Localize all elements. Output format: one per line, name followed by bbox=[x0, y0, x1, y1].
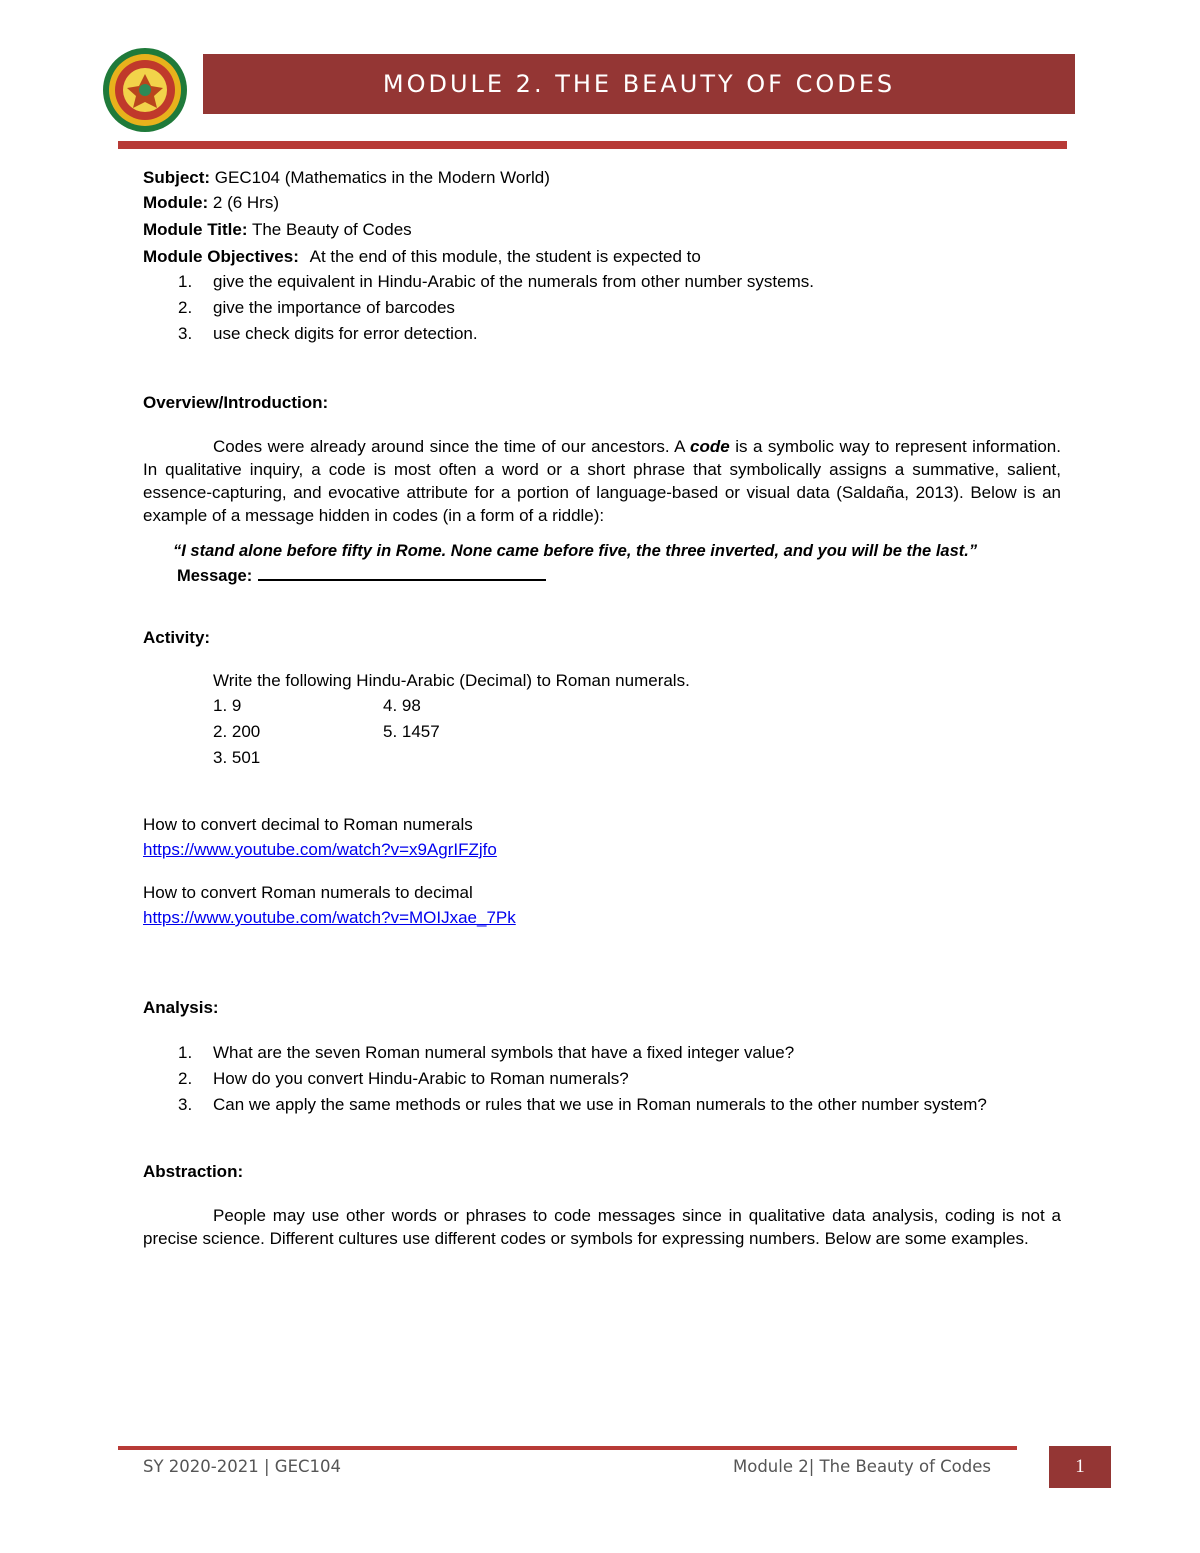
activity-items bbox=[143, 693, 1061, 770]
module-title-value: The Beauty of Codes bbox=[251, 220, 412, 239]
activity-heading: Activity: bbox=[143, 628, 211, 647]
subject-label: Subject: bbox=[143, 168, 211, 187]
module-title-label: Module Title: bbox=[143, 220, 248, 239]
module-title: MODULE 2. THE BEAUTY OF CODES bbox=[382, 70, 896, 98]
code-emphasis: code bbox=[690, 437, 730, 456]
module-value: 2 (6 Hrs) bbox=[212, 193, 280, 212]
objectives-line bbox=[143, 244, 1061, 269]
link-2-title: How to convert Roman numerals to decimal bbox=[143, 883, 473, 902]
analysis-heading: Analysis: bbox=[143, 998, 219, 1017]
abstraction-heading: Abstraction: bbox=[143, 1162, 244, 1181]
abstraction-paragraph: People may use other words or phrases to code messages since in qualitative data analysis, coding is not a precise science. Different cultures use different codes or symbols for expressing numbers. Below are some examples. bbox=[143, 1206, 1061, 1248]
list-item: 3. 501 bbox=[213, 748, 261, 767]
header-divider bbox=[118, 141, 1067, 149]
university-seal-logo bbox=[101, 46, 189, 134]
page-number-box bbox=[1049, 1446, 1111, 1488]
page-content bbox=[143, 165, 1061, 1250]
list-item bbox=[383, 745, 583, 770]
list-item: 3. use check digits for error detection. bbox=[178, 324, 478, 343]
footer-divider bbox=[118, 1446, 1017, 1450]
footer-left: SY 2020-2021 | GEC104 bbox=[143, 1457, 342, 1476]
youtube-link-decimal-to-roman[interactable]: https://www.youtube.com/watch?v=x9AgrIFZjfo bbox=[143, 840, 497, 859]
subject-value: GEC104 (Mathematics in the Modern World) bbox=[214, 168, 550, 187]
page-number: 1 bbox=[1075, 1456, 1085, 1477]
link-1-title: How to convert decimal to Roman numerals bbox=[143, 815, 473, 834]
youtube-link-roman-to-decimal[interactable]: https://www.youtube.com/watch?v=MOIJxae_7Pk bbox=[143, 908, 516, 927]
overview-heading: Overview/Introduction: bbox=[143, 393, 329, 412]
list-item: 2. give the importance of barcodes bbox=[178, 298, 455, 317]
message-label: Message: bbox=[177, 567, 253, 585]
overview-paragraph: Codes were already around since the time of our ancestors. A code is a symbolic way to represent information. In qualitative inquiry, a code is most often a word or a short phrase that symbolically assigns a summative, salient, essence-capturing, and evocative attribute for a portion of language-based or visual data (Saldaña, 2013). Below is an example of a message hidden in codes (in a form of a riddle): bbox=[143, 437, 1061, 525]
list-item: 1. What are the seven Roman numeral symbols that have a fixed integer value? bbox=[178, 1043, 795, 1062]
list-item: 4. 98 bbox=[383, 696, 421, 715]
list-item: 1. give the equivalent in Hindu-Arabic of the numerals from other number systems. bbox=[178, 272, 814, 291]
objectives-label: Module Objectives: bbox=[143, 247, 299, 266]
module-line bbox=[143, 190, 1061, 215]
module-label: Module: bbox=[143, 193, 209, 212]
objectives-intro: At the end of this module, the student is expected to bbox=[309, 247, 701, 266]
objectives-list bbox=[143, 269, 1061, 347]
list-item: 5. 1457 bbox=[383, 722, 440, 741]
analysis-list bbox=[143, 1040, 1061, 1117]
activity-instruction: Write the following Hindu-Arabic (Decimal) to Roman numerals. bbox=[213, 671, 690, 690]
module-title-banner bbox=[203, 54, 1075, 114]
message-blank[interactable] bbox=[258, 565, 546, 581]
subject-line bbox=[143, 165, 1061, 190]
list-item: 2. How do you convert Hindu-Arabic to Roman numerals? bbox=[178, 1069, 629, 1088]
riddle-quote: “I stand alone before fifty in Rome. None came before five, the three inverted, and you will be the last.” bbox=[173, 542, 978, 560]
module-title-line bbox=[143, 217, 1061, 242]
list-item: 2. 200 bbox=[213, 722, 261, 741]
list-item: 3. Can we apply the same methods or rules that we use in Roman numerals to the other number system? bbox=[178, 1095, 987, 1114]
message-line bbox=[143, 564, 1061, 589]
footer-right: Module 2| The Beauty of Codes bbox=[733, 1457, 991, 1476]
list-item: 1. 9 bbox=[213, 696, 242, 715]
